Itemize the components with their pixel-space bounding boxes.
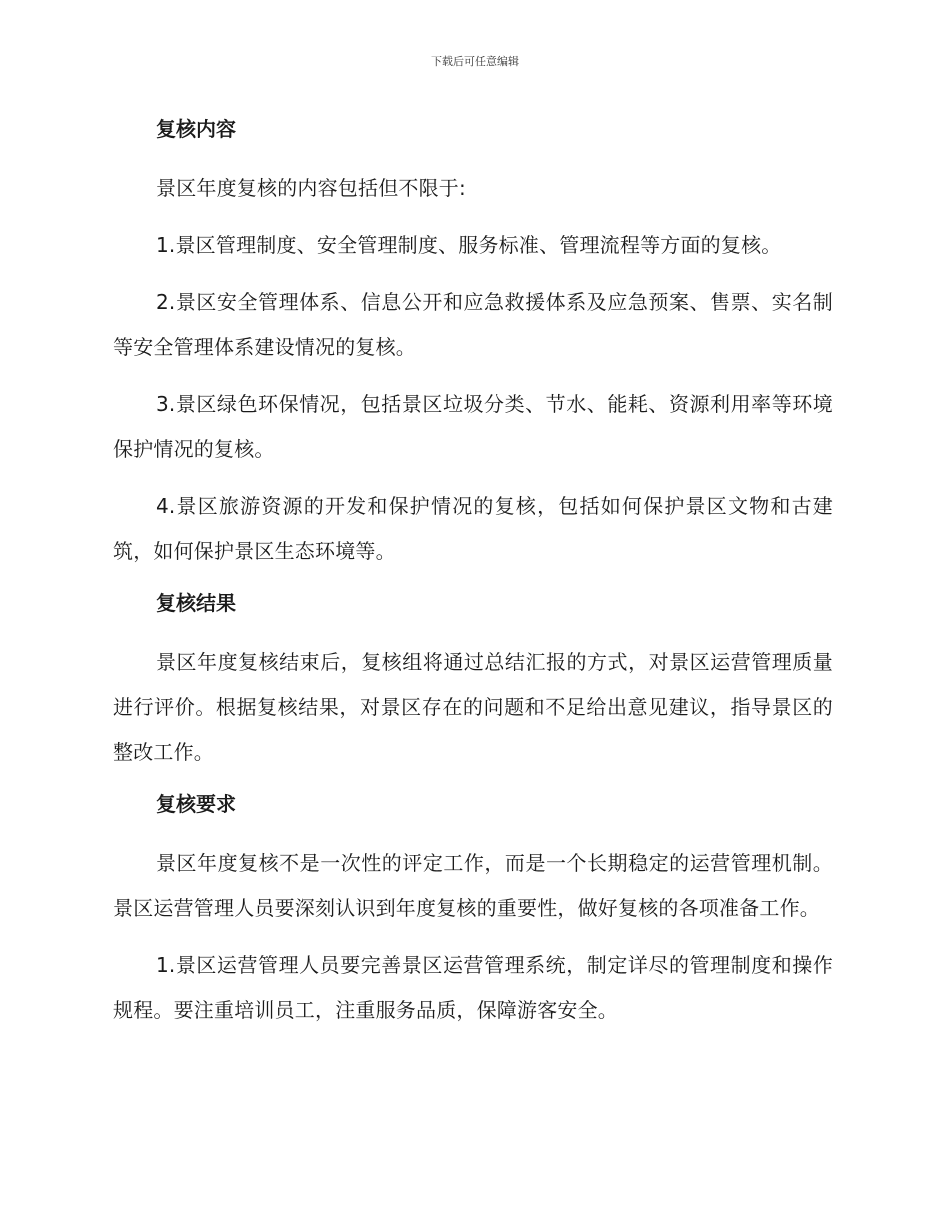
section-heading-content: 复核内容 (156, 117, 236, 141)
paragraph: 2.景区安全管理体系、信息公开和应急救援体系及应急预案、售票、实名制等安全管理体系建设情况的复核。 (113, 290, 833, 359)
paragraph: 3.景区绿色环保情况，包括景区垃圾分类、节水、能耗、资源利用率等环境保护情况的复核。 (113, 392, 833, 461)
paragraph: 景区年度复核的内容包括但不限于: (156, 176, 466, 200)
paragraph: 1.景区运营管理人员要完善景区运营管理系统，制定详尽的管理制度和操作规程。要注重培训员工，注重服务品质，保障游客安全。 (113, 953, 833, 1022)
section-heading-result: 复核结果 (156, 591, 236, 615)
paragraph: 景区年度复核结束后，复核组将通过总结汇报的方式，对景区运营管理质量进行评价。根据复核结果，对景区存在的问题和不足给出意见建议，指导景区的整改工作。 (113, 650, 833, 764)
paragraph: 4.景区旅游资源的开发和保护情况的复核，包括如何保护景区文物和古建筑，如何保护景区生态环境等。 (113, 494, 833, 563)
paragraph: 1.景区管理制度、安全管理制度、服务标准、管理流程等方面的复核。 (156, 233, 782, 257)
page-header-note: 下载后可任意编辑 (431, 55, 519, 68)
paragraph: 景区年度复核不是一次性的评定工作，而是一个长期稳定的运营管理机制。景区运营管理人员要深刻认识到年度复核的重要性，做好复核的各项准备工作。 (113, 851, 833, 920)
section-heading-requirements: 复核要求 (156, 792, 236, 816)
document-body (113, 112, 833, 1033)
